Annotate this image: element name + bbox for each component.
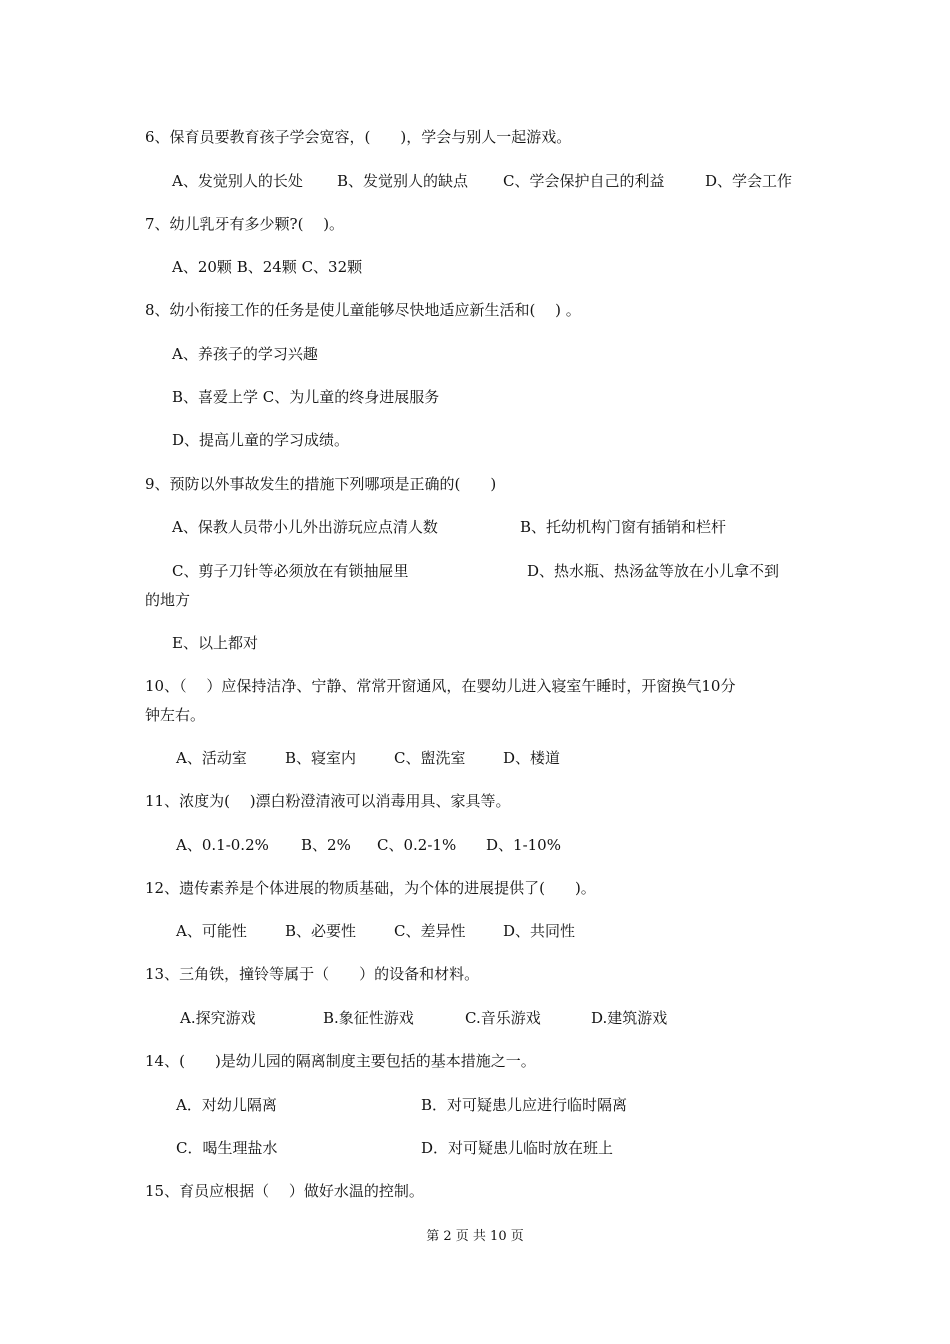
question-9-option-e: E、以上都对 <box>172 634 258 652</box>
question-9-stem: 9、预防以外事故发生的措施下列哪项是正确的( ) <box>145 475 497 493</box>
question-10-option-d: D、楼道 <box>503 749 561 767</box>
question-11-option-d: D、1-10% <box>486 836 561 854</box>
question-13-stem: 13、三角铁，撞铃等属于（ ）的设备和材料。 <box>145 965 480 983</box>
question-13-option-d: D.建筑游戏 <box>591 1009 668 1027</box>
question-8-option-bc: B、喜爱上学 C、为儿童的终身进展服务 <box>172 388 440 406</box>
question-13-option-c: C.音乐游戏 <box>465 1009 541 1027</box>
question-9-option-d: D、热水瓶、热汤盆等放在小儿拿不到 <box>527 562 780 580</box>
question-15-stem: 15、育员应根据（ ）做好水温的控制。 <box>145 1182 424 1200</box>
question-6-option-a: A、发觉别人的长处 <box>172 172 303 190</box>
question-11-option-b: B、2% <box>301 836 351 854</box>
question-8-option-d: D、提高儿童的学习成绩。 <box>172 431 350 449</box>
question-14-option-b: B．对可疑患儿应进行临时隔离 <box>421 1096 628 1114</box>
question-14-option-a: A．对幼儿隔离 <box>176 1096 277 1114</box>
question-7-stem: 7、幼儿乳牙有多少颗?( )。 <box>145 215 345 233</box>
page-number-footer: 第 2 页 共 10 页 <box>426 1229 524 1244</box>
question-11-stem: 11、浓度为( )漂白粉澄清液可以消毒用具、家具等。 <box>145 792 511 810</box>
question-9-option-b: B、托幼机构门窗有插销和栏杆 <box>520 518 727 536</box>
question-10-stem-continued: 钟左右。 <box>145 706 206 724</box>
question-6-option-b: B、发觉别人的缺点 <box>337 172 469 190</box>
question-7-options: A、20颗 B、24颗 C、32颗 <box>172 258 363 276</box>
question-13-option-b: B.象征性游戏 <box>323 1009 414 1027</box>
question-6-option-c: C、学会保护自己的利益 <box>503 172 665 190</box>
question-10-option-b: B、寝室内 <box>285 749 357 767</box>
question-9-option-d-continued: 的地方 <box>145 591 191 609</box>
question-9-option-c: C、剪子刀针等必须放在有锁抽屉里 <box>172 562 409 580</box>
question-11-option-c: C、0.2-1% <box>377 836 457 854</box>
question-6-option-d: D、学会工作 <box>705 172 793 190</box>
question-10-option-a: A、活动室 <box>176 749 247 767</box>
question-8-stem: 8、幼小衔接工作的任务是使儿童能够尽快地适应新生活和( ) 。 <box>145 301 581 319</box>
question-12-stem: 12、遗传素养是个体进展的物质基础，为个体的进展提供了( )。 <box>145 879 596 897</box>
question-8-option-a: A、养孩子的学习兴趣 <box>172 345 318 363</box>
question-10-option-c: C、盥洗室 <box>394 749 466 767</box>
question-12-option-a: A、可能性 <box>176 922 247 940</box>
question-6-stem: 6、保育员要教育孩子学会宽容，( )，学会与别人一起游戏。 <box>145 128 572 146</box>
question-11-option-a: A、0.1-0.2% <box>176 836 269 854</box>
question-12-option-d: D、共同性 <box>503 922 576 940</box>
question-10-stem: 10、（ ）应保持洁净、宁静、常常开窗通风，在婴幼儿进入寝室午睡时，开窗换气10分 <box>145 677 736 695</box>
question-13-option-a: A.探究游戏 <box>180 1009 256 1027</box>
question-14-stem: 14、( )是幼儿园的隔离制度主要包括的基本措施之一。 <box>145 1052 536 1070</box>
question-12-option-b: B、必要性 <box>285 922 357 940</box>
question-14-option-d: D．对可疑患儿临时放在班上 <box>421 1139 614 1157</box>
question-9-option-a: A、保教人员带小儿外出游玩应点清人数 <box>172 518 438 536</box>
question-14-option-c: C．喝生理盐水 <box>176 1139 278 1157</box>
question-12-option-c: C、差异性 <box>394 922 466 940</box>
